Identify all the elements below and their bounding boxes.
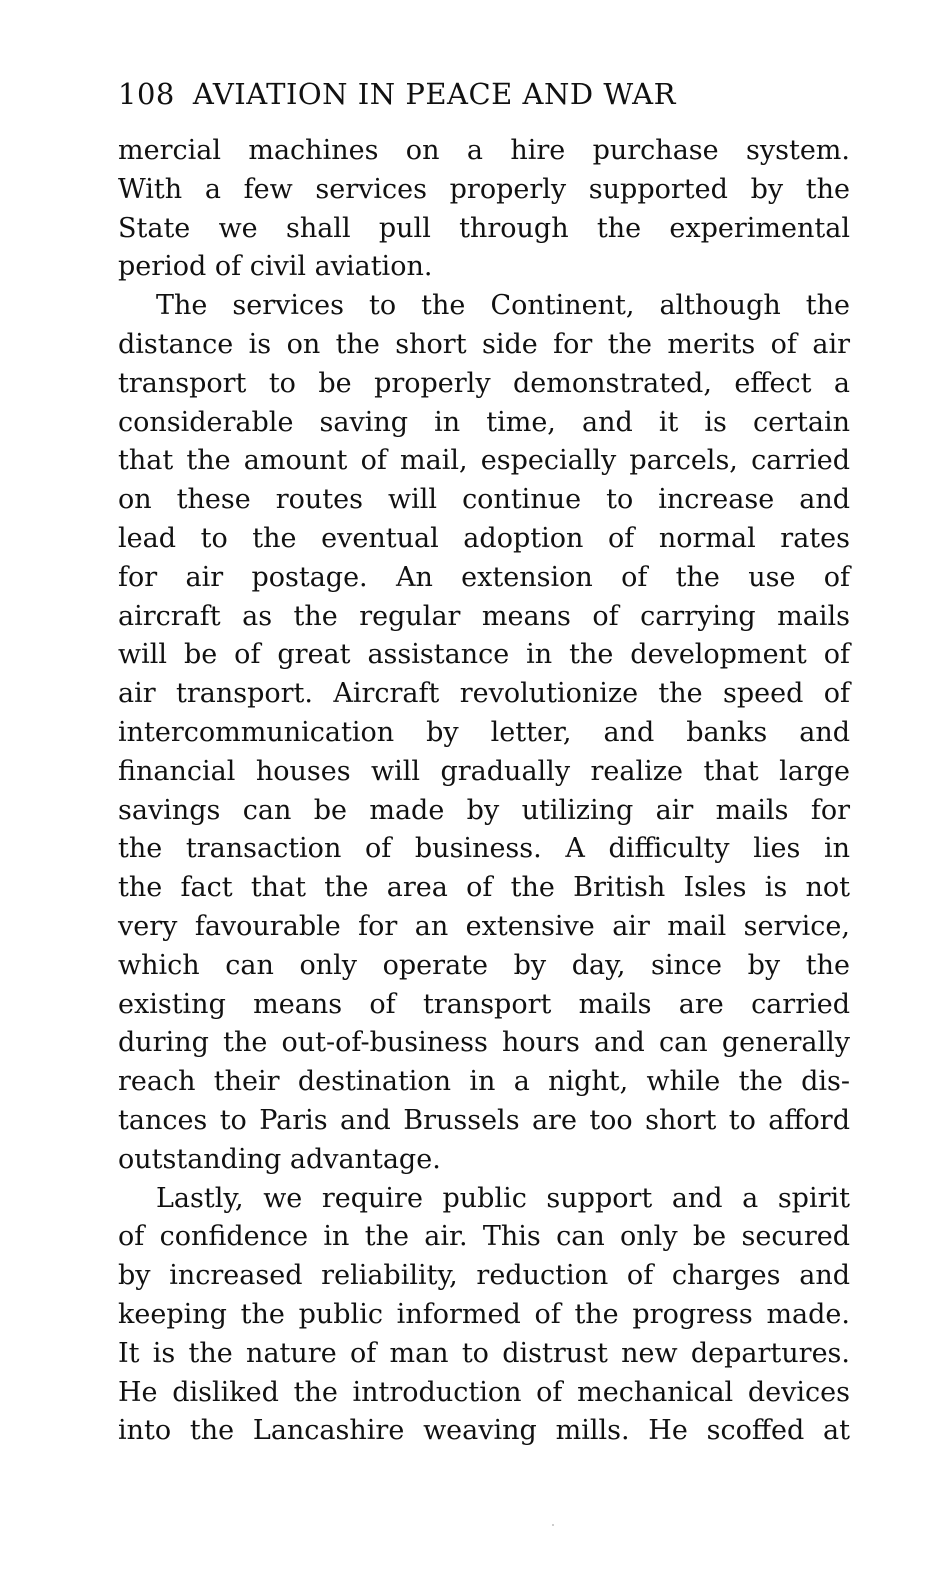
- text-line: into the Lancashire weaving mills. He scoffed at: [118, 1415, 850, 1447]
- body-text: [118, 132, 850, 1451]
- text-line: mercial machines on a hire purchase system.: [118, 135, 850, 166]
- text-line: period of civil aviation.: [118, 251, 433, 283]
- text-line: which can only operate by day, since by the: [118, 949, 850, 981]
- page-number: 108: [118, 77, 175, 111]
- text-line: that the amount of mail, especially parcels, carried: [118, 445, 850, 477]
- text-line: savings can be made by utilizing air mails for: [118, 794, 850, 826]
- text-line: outstanding advantage.: [118, 1143, 441, 1175]
- text-line: keeping the public informed of the progress made.: [118, 1298, 850, 1330]
- text-line: tances to Paris and Brussels are too short to afford: [118, 1104, 850, 1136]
- text-line: With a few services properly supported by the: [118, 173, 850, 205]
- text-line: State we shall pull through the experimental: [118, 212, 850, 244]
- text-line: transport to be properly demonstrated, effect a: [118, 367, 850, 399]
- text-line: very favourable for an extensive air mail service,: [118, 910, 850, 942]
- paragraph: [118, 287, 850, 1179]
- text-line: distance is on the short side for the merits of air: [118, 328, 850, 360]
- text-line: existing means of transport mails are carried: [118, 988, 850, 1020]
- text-line: on these routes will continue to increase and: [118, 484, 850, 516]
- text-line: financial houses will gradually realize that large: [118, 755, 850, 787]
- text-line: lead to the eventual adoption of normal rates: [118, 522, 850, 554]
- text-line: aircraft as the regular means of carrying mails: [118, 600, 850, 632]
- text-line: by increased reliability, reduction of charges and: [118, 1260, 850, 1292]
- text-line: considerable saving in time, and it is certain: [118, 406, 850, 438]
- running-title: AVIATION IN PEACE AND WAR: [192, 77, 676, 111]
- paragraph: [118, 132, 850, 287]
- text-line: will be of great assistance in the development of: [118, 639, 850, 671]
- text-line: for air postage. An extension of the use of: [118, 561, 850, 593]
- text-line: reach their destination in a night, while the dis-: [118, 1066, 850, 1098]
- text-line: the transaction of business. A difficulty lies in: [118, 833, 850, 865]
- running-head: [118, 74, 850, 114]
- scan-speck: [552, 1524, 554, 1526]
- text-line: air transport. Aircraft revolutionize the speed of: [118, 678, 850, 710]
- text-line: Lastly, we require public support and a spirit: [156, 1182, 850, 1214]
- paragraph: [118, 1180, 850, 1452]
- text-line: intercommunication by letter, and banks and: [118, 716, 850, 748]
- text-line: during the out-of-business hours and can generally: [118, 1027, 850, 1059]
- text-line: It is the nature of man to distrust new departures.: [118, 1337, 850, 1369]
- text-line: He disliked the introduction of mechanical devices: [118, 1376, 850, 1408]
- text-line: the fact that the area of the British Isles is not: [118, 872, 850, 904]
- text-line: The services to the Continent, although the: [156, 290, 850, 322]
- text-line: of confidence in the air. This can only be secured: [118, 1221, 850, 1253]
